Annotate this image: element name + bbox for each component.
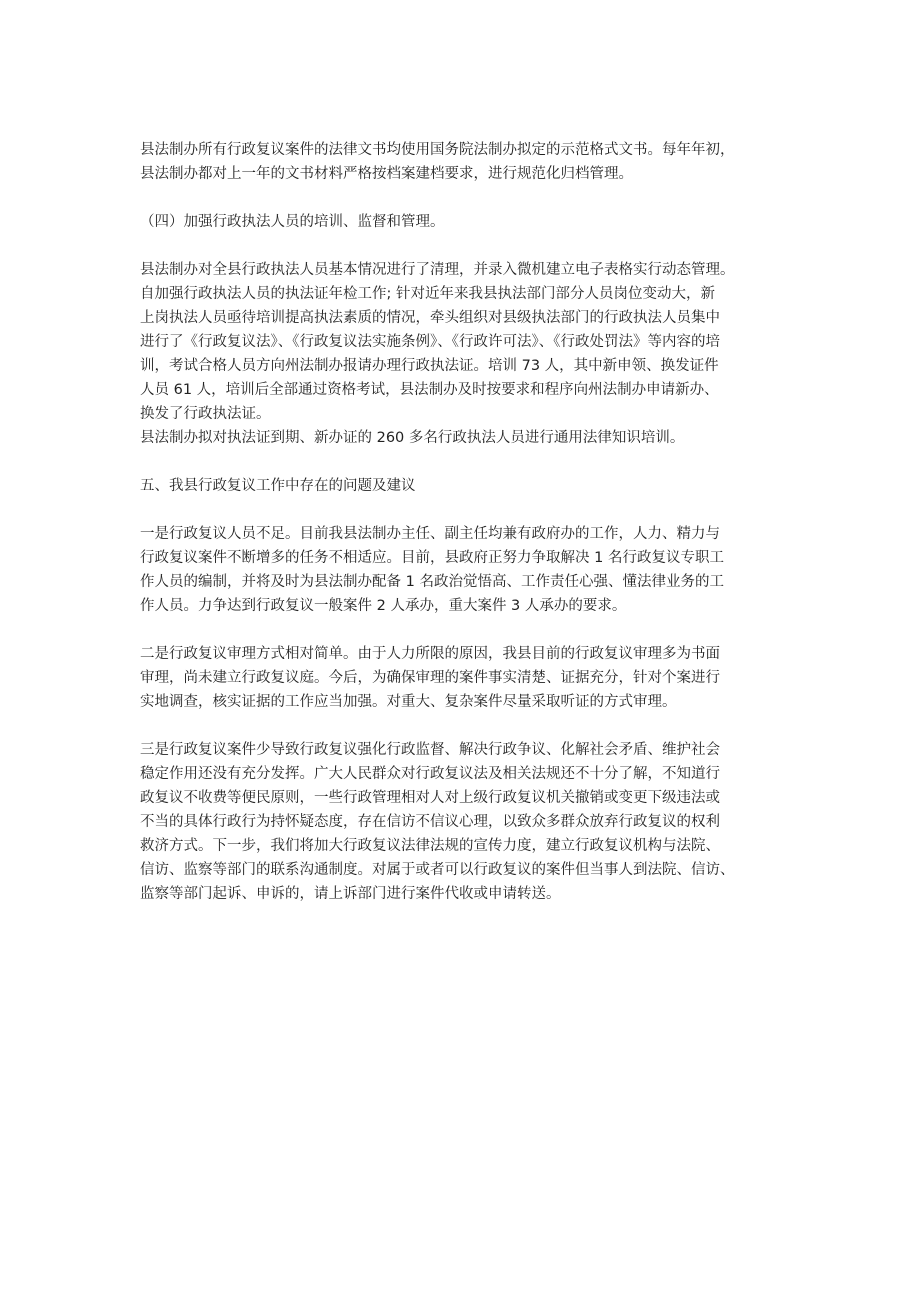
- document-body: [140, 138, 800, 906]
- text-line: 进行了《行政复议法》、《行政复议法实施条例》、《行政许可法》、《行政处罚法》等内容的培: [140, 334, 720, 350]
- paragraph-spacer: [140, 498, 800, 522]
- text-line: 县法制办所有行政复议案件的法律文书均使用国务院法制办拟定的示范格式文书。每年年初，: [140, 142, 735, 158]
- text-line: 训，考试合格人员方向州法制办报请办理行政执法证。培训 73 人，其中新申领、换发证件: [140, 358, 719, 374]
- text-line: 监察等部门起诉、申诉的，请上诉部门进行案件代收或申请转送。: [140, 886, 561, 902]
- paragraph-spacer: [140, 234, 800, 258]
- text-line: 一是行政复议人员不足。目前我县法制办主任、副主任均兼有政府办的工作，人力、精力与: [140, 526, 720, 542]
- paragraph-training: [140, 258, 800, 450]
- text-line: 不当的具体行政行为持怀疑态度，存在信访不信议心理，以致众多群众放弃行政复议的权利: [140, 814, 720, 830]
- text-line: 人员 61 人，培训后全部通过资格考试，县法制办及时按要求和程序向州法制办申请新办、: [140, 382, 719, 398]
- text-line: 稳定作用还没有充分发挥。广大人民群众对行政复议法及相关法规还不十分了解，不知道行: [140, 766, 720, 782]
- section-heading-training: [140, 210, 800, 234]
- paragraph-archiving: [140, 138, 800, 186]
- text-line: 作人员。力争达到行政复议一般案件 2 人承办，重大案件 3 人承办的要求。: [140, 598, 627, 614]
- text-line: 县法制办对全县行政执法人员基本情况进行了清理，并录入微机建立电子表格实行动态管理。: [140, 262, 735, 278]
- text-line: 审理，尚未建立行政复议庭。今后，为确保审理的案件事实清楚、证据充分，针对个案进行: [140, 670, 720, 686]
- text-line: 实地调查，核实证据的工作应当加强。对重大、复杂案件尽量采取听证的方式审理。: [140, 694, 677, 710]
- text-line: 五、我县行政复议工作中存在的问题及建议: [140, 478, 416, 494]
- text-line: 信访、监察等部门的联系沟通制度。对属于或者可以行政复议的案件但当事人到法院、信访、: [140, 862, 735, 878]
- paragraph-spacer: [140, 186, 800, 210]
- text-line: 政复议不收费等便民原则，一些行政管理相对人对上级行政复议机关撤销或变更下级违法或: [140, 790, 720, 806]
- paragraph-staffing: [140, 522, 800, 618]
- text-line: 换发了行政执法证。: [140, 406, 271, 422]
- text-line: 作人员的编制，并将及时为县法制办配备 1 名政治觉悟高、工作责任心强、懂法律业务的工: [140, 574, 724, 590]
- paragraph-case-volume: [140, 738, 800, 906]
- text-line: 二是行政复议审理方式相对简单。由于人力所限的原因，我县目前的行政复议审理多为书面: [140, 646, 720, 662]
- text-line: 上岗执法人员亟待培训提高执法素质的情况，牵头组织对县级执法部门的行政执法人员集中: [140, 310, 720, 326]
- paragraph-spacer: [140, 714, 800, 738]
- paragraph-spacer: [140, 618, 800, 642]
- text-line: 行政复议案件不断增多的任务不相适应。目前，县政府正努力争取解决 1 名行政复议专职工: [140, 550, 724, 566]
- paragraph-spacer: [140, 450, 800, 474]
- text-line: 救济方式。下一步，我们将加大行政复议法律法规的宣传力度，建立行政复议机构与法院、: [140, 838, 720, 854]
- text-line: 县法制办都对上一年的文书材料严格按档案建档要求，进行规范化归档管理。: [140, 166, 633, 182]
- paragraph-review-method: [140, 642, 800, 714]
- text-line: （四）加强行政执法人员的培训、监督和管理。: [140, 214, 445, 230]
- section-heading-problems: [140, 474, 800, 498]
- text-line: 自加强行政执法人员的执法证年检工作; 针对近年来我县执法部门部分人员岗位变动大，新: [140, 286, 715, 302]
- text-line: 三是行政复议案件少导致行政复议强化行政监督、解决行政争议、化解社会矛盾、维护社会: [140, 742, 720, 758]
- text-line: 县法制办拟对执法证到期、新办证的 260 多名行政执法人员进行通用法律知识培训。: [140, 430, 685, 446]
